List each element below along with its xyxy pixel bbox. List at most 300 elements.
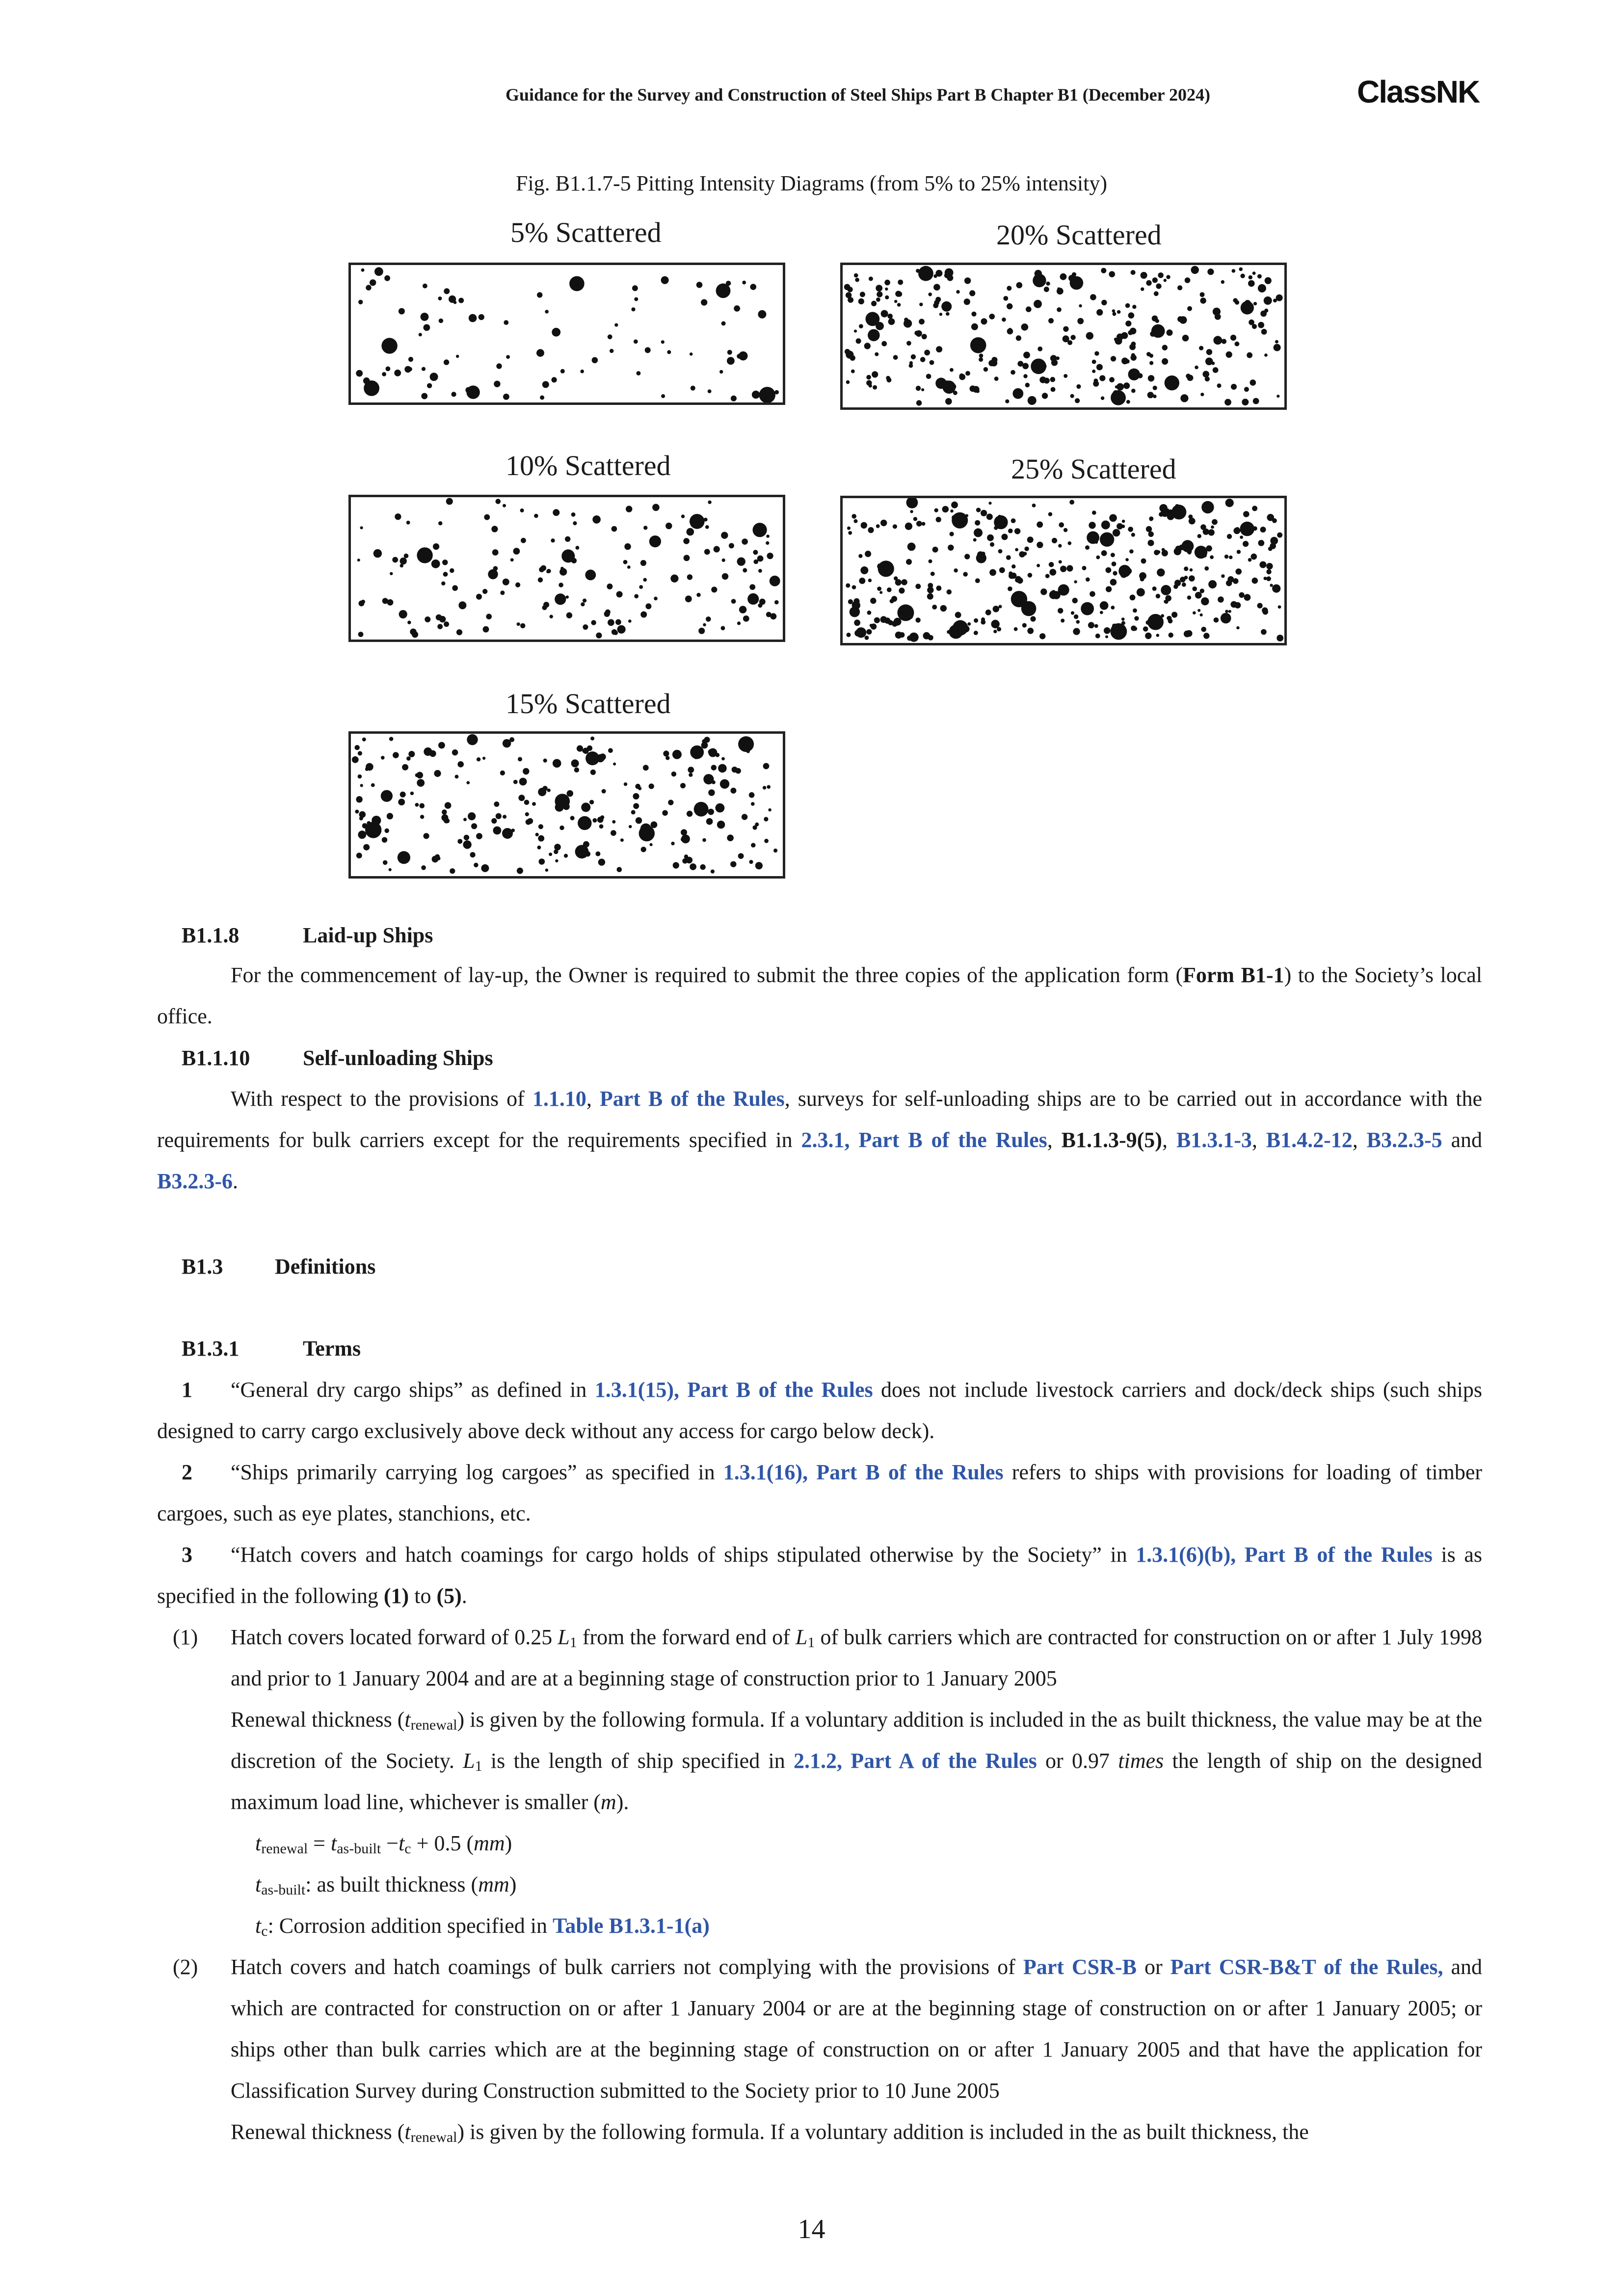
pit-dot	[476, 594, 482, 600]
pit-dot	[743, 615, 749, 622]
pit-dot	[721, 626, 725, 630]
pit-dot	[895, 579, 902, 586]
rule-link[interactable]: 2.1.2, Part A of the Rules	[793, 1749, 1037, 1773]
pit-dot	[612, 526, 617, 532]
pit-dot	[939, 313, 942, 316]
paragraph-3: 3 “Hatch covers and hatch coamings for cargo holds of ships stipulated otherwise by the Society” in 1.3.1(6)(b), Part B of the Rules is as specified in the following (1) to (5).	[157, 1543, 1482, 1608]
pit-dot	[738, 736, 754, 752]
pit-dot	[962, 625, 969, 632]
pit-dot	[1212, 519, 1218, 525]
pit-dot	[1200, 292, 1205, 297]
pit-dot	[1052, 591, 1061, 599]
panel-label-20: 20% Scattered	[996, 219, 1162, 251]
pit-dot	[595, 852, 600, 856]
pit-dot	[1197, 534, 1201, 538]
pit-dot	[1230, 601, 1237, 608]
pit-dot	[1201, 627, 1206, 632]
pit-dot	[1074, 614, 1078, 619]
pit-dot	[934, 508, 938, 512]
pit-dot	[643, 578, 647, 582]
pitting-diagram-20	[840, 263, 1287, 410]
pit-dot	[1025, 383, 1030, 387]
pit-dot	[560, 369, 565, 374]
pit-dot	[688, 767, 694, 773]
pit-dot	[743, 568, 747, 572]
pit-dot	[1192, 587, 1197, 591]
pit-dot	[754, 560, 759, 564]
pit-dot	[442, 809, 447, 815]
pit-dot	[545, 310, 549, 314]
pit-dot	[1156, 284, 1161, 289]
pit-dot	[552, 328, 560, 337]
pit-dot	[466, 386, 479, 399]
pit-dot	[410, 629, 416, 635]
pit-dot	[553, 759, 561, 768]
pit-dot	[1081, 602, 1094, 615]
pit-dot	[847, 527, 851, 530]
pit-dot	[361, 268, 365, 272]
pit-dot	[408, 367, 412, 372]
pit-dot	[1203, 554, 1207, 558]
pit-dot	[1100, 611, 1103, 614]
pit-dot	[430, 373, 438, 381]
pit-dot	[994, 515, 1008, 529]
pit-dot	[1007, 328, 1013, 335]
pit-dot	[1214, 617, 1219, 623]
pit-dot	[1134, 616, 1139, 620]
pit-dot	[973, 538, 977, 542]
pit-dot	[750, 284, 756, 290]
pit-dot	[1210, 555, 1214, 559]
pit-dot	[764, 839, 769, 843]
rule-link[interactable]: 1.3.1(15), Part B of the Rules	[594, 1378, 873, 1402]
pit-dot	[1064, 528, 1067, 532]
rule-link[interactable]: B3.2.3-6	[157, 1169, 233, 1193]
pit-dot	[399, 308, 405, 315]
pit-dot	[565, 536, 570, 542]
pit-dot	[570, 816, 575, 820]
pit-dot	[467, 734, 478, 745]
pit-dot	[1169, 633, 1173, 638]
pit-dot	[553, 509, 559, 516]
pit-dot	[742, 814, 747, 820]
pit-dot	[577, 745, 583, 751]
pit-dot	[1015, 576, 1021, 582]
pit-dot	[950, 368, 954, 372]
pit-dot	[720, 779, 729, 789]
renewal-formula: $t_{renewal} = t_{as-built} -t_c + 0.5$ (mm)	[255, 1831, 512, 1857]
pit-dot	[649, 783, 654, 789]
pit-dot	[493, 827, 502, 835]
paragraph-1: 1 “General dry cargo ships” as defined in 1.3.1(15), Part B of the Rules does not include livestock carriers and dock/deck ships (such ships designed to carry cargo exclusively above deck without any access for cargo below deck).	[157, 1378, 1482, 1443]
pit-dot	[438, 521, 442, 525]
pit-dot	[989, 569, 996, 576]
pit-dot	[638, 787, 641, 790]
pit-dot	[940, 605, 947, 612]
pit-dot	[590, 737, 594, 741]
pit-dot	[1125, 558, 1129, 561]
pitting-diagram-5	[348, 263, 785, 405]
pit-dot	[517, 622, 520, 626]
pit-dot	[1156, 634, 1160, 637]
pit-dot	[1185, 277, 1191, 283]
item-number: (2)	[173, 1955, 198, 1979]
pit-dot	[538, 577, 543, 582]
rule-link[interactable]: 1.3.1(16), Part B of the Rules	[723, 1460, 1004, 1484]
pit-dot	[1251, 554, 1257, 560]
pit-dot	[1261, 329, 1267, 335]
pit-dot	[703, 774, 714, 784]
pit-dot	[1095, 634, 1100, 639]
pit-dot	[1058, 608, 1063, 614]
pit-dot	[608, 619, 614, 626]
pit-dot	[1278, 605, 1281, 609]
pit-dot	[942, 506, 949, 513]
pit-dot	[758, 310, 766, 319]
pit-dot	[1148, 375, 1154, 381]
pit-dot	[864, 343, 871, 349]
pit-dot	[1225, 499, 1234, 507]
pit-dot	[1096, 364, 1103, 371]
pit-dot	[1265, 277, 1272, 284]
pit-dot	[773, 849, 777, 853]
pit-dot	[907, 636, 912, 641]
pit-dot	[1063, 326, 1068, 332]
pit-dot	[406, 521, 410, 525]
pit-dot	[640, 612, 647, 618]
pit-dot	[449, 295, 456, 303]
pit-dot	[452, 392, 456, 397]
pit-dot	[1249, 275, 1252, 279]
pit-dot	[521, 538, 526, 543]
pit-dot	[1258, 322, 1264, 328]
pit-dot	[1073, 628, 1080, 635]
pit-dot	[774, 600, 779, 605]
pit-dot	[1026, 306, 1032, 312]
rule-link[interactable]: B1.3.1-3	[1176, 1128, 1252, 1152]
pit-dot	[1226, 351, 1232, 358]
pit-dot	[959, 374, 965, 380]
pit-dot	[444, 288, 450, 294]
pit-dot	[734, 305, 740, 312]
pit-dot	[463, 840, 471, 849]
pit-dot	[1221, 613, 1231, 624]
page-number: 14	[798, 2214, 825, 2244]
pit-dot	[700, 864, 705, 870]
pit-dot	[854, 273, 858, 278]
pit-dot	[1103, 540, 1109, 546]
pit-dot	[894, 300, 897, 303]
pit-dot	[444, 621, 449, 627]
pit-dot	[400, 792, 406, 798]
pit-dot	[998, 549, 1003, 554]
pit-dot	[1275, 340, 1278, 344]
pit-dot	[616, 591, 623, 597]
pit-dot	[1075, 398, 1080, 403]
pit-dot	[422, 367, 426, 371]
pit-dot	[559, 826, 564, 830]
pit-dot	[408, 357, 413, 362]
pit-dot	[935, 378, 947, 389]
pit-dot	[1129, 549, 1134, 554]
rule-link[interactable]: 1.1.10	[532, 1087, 586, 1111]
pit-dot	[1152, 587, 1157, 591]
pit-dot	[598, 859, 605, 866]
pit-dot	[1113, 571, 1117, 575]
pit-dot	[1229, 556, 1233, 560]
pit-dot	[684, 555, 690, 561]
pit-dot	[708, 501, 711, 504]
pit-dot	[767, 553, 773, 559]
pit-dot	[1174, 548, 1181, 555]
pit-dot	[1109, 271, 1115, 277]
pit-dot	[1182, 540, 1194, 552]
pit-dot	[592, 515, 601, 524]
pit-dot	[481, 864, 489, 872]
pit-dot	[1266, 576, 1271, 581]
pit-dot	[763, 763, 770, 770]
pit-dot	[852, 585, 856, 589]
pit-dot	[936, 346, 942, 352]
pit-dot	[1074, 580, 1077, 583]
pit-dot	[1260, 527, 1266, 533]
pit-dot	[1213, 367, 1219, 373]
pit-dot	[431, 560, 440, 568]
pit-dot	[1063, 335, 1069, 342]
pit-dot	[1252, 324, 1257, 329]
pit-dot	[1002, 318, 1006, 322]
pit-dot	[1022, 363, 1029, 369]
pit-dot	[946, 312, 950, 316]
pit-dot	[474, 863, 478, 867]
pit-dot	[1106, 586, 1112, 592]
pit-dot	[1204, 566, 1209, 571]
pit-dot	[854, 519, 858, 523]
pit-dot	[633, 793, 639, 800]
pit-dot	[755, 862, 763, 869]
pit-dot	[963, 572, 968, 577]
pit-dot	[1125, 320, 1131, 326]
paragraph: With respect to the provisions of 1.1.10, Part B of the Rules, surveys for self-unloading ships are to be carried out in accordance with the requirements for bulk carriers except for the requirements specified in 2.3.1, Part B of the Rules, B1.1.3-9(5), B1.3.1-3, B1.4.2-12, B3.2.3-5 and B3.2.3-6.	[157, 1087, 1483, 1193]
pit-dot	[846, 380, 850, 384]
pit-dot	[1058, 544, 1062, 547]
pit-dot	[867, 611, 872, 615]
table-link[interactable]: Table B1.3.1-1(a)	[553, 1914, 710, 1938]
pit-dot	[1076, 620, 1080, 624]
rule-link[interactable]: Part B of the Rules	[599, 1087, 785, 1111]
rule-link[interactable]: B3.2.3-5	[1366, 1128, 1442, 1152]
pit-dot	[899, 632, 905, 638]
pit-dot	[916, 386, 921, 391]
rule-link[interactable]: B1.4.2-12	[1266, 1128, 1353, 1152]
pit-dot	[610, 349, 613, 353]
pit-dot	[1248, 558, 1252, 562]
pit-dot	[1207, 268, 1214, 275]
pit-dot	[690, 352, 693, 356]
pit-dot	[363, 377, 370, 384]
rule-link[interactable]: 1.3.1(6)(b), Part B of the Rules	[1136, 1543, 1433, 1567]
pitting-diagram-10	[348, 495, 785, 642]
pit-dot	[1019, 551, 1025, 558]
pit-dot	[1240, 535, 1243, 539]
pit-dot	[434, 770, 441, 777]
pit-dot	[1094, 378, 1098, 383]
pit-dot	[1079, 304, 1082, 307]
pit-dot	[764, 817, 768, 821]
pit-dot	[500, 590, 505, 595]
pit-dot	[1105, 635, 1108, 638]
pit-dot	[650, 843, 653, 846]
pit-dot	[1224, 399, 1231, 406]
pit-dot	[1215, 314, 1221, 320]
pit-dot	[1003, 296, 1008, 301]
pit-dot	[381, 790, 393, 802]
pit-dot	[930, 360, 934, 365]
pit-dot	[848, 531, 852, 535]
pit-dot	[1109, 377, 1115, 382]
pit-dot	[683, 538, 690, 544]
pit-dot	[1191, 266, 1199, 274]
pit-dot	[1046, 282, 1050, 286]
pit-dot	[970, 337, 986, 353]
pit-dot	[1068, 541, 1072, 545]
pit-dot	[458, 601, 466, 609]
pit-dot	[1038, 347, 1042, 351]
pit-dot	[887, 314, 893, 319]
pit-dot	[421, 313, 429, 321]
pit-dot	[612, 820, 615, 824]
pit-dot	[770, 576, 780, 587]
pit-dot	[727, 357, 735, 365]
pit-dot	[950, 532, 954, 536]
pit-dot	[417, 547, 432, 563]
pit-dot	[629, 825, 632, 828]
pit-dot	[360, 526, 363, 529]
pit-dot	[355, 745, 360, 750]
pit-dot	[1242, 399, 1249, 405]
pit-dot	[1014, 627, 1018, 631]
pit-dot	[361, 600, 365, 604]
pit-dot	[1082, 566, 1087, 570]
pitting-diagram-25	[840, 496, 1287, 645]
pit-dot	[1165, 595, 1171, 602]
pit-dot	[1090, 591, 1095, 597]
pit-dot	[1227, 534, 1232, 539]
rule-link[interactable]: Part CSR-B&T of the Rules,	[1170, 1955, 1443, 1979]
pit-dot	[608, 334, 612, 339]
pit-dot	[358, 751, 362, 755]
pit-dot	[906, 559, 912, 565]
pit-dot	[384, 275, 390, 281]
pit-dot	[1039, 376, 1046, 383]
pit-dot	[899, 587, 905, 593]
pit-dot	[721, 532, 728, 539]
rule-link[interactable]: Part CSR-B	[1023, 1955, 1137, 1979]
pit-dot	[645, 347, 651, 353]
pit-dot	[581, 602, 585, 606]
pit-dot	[1100, 601, 1109, 610]
pit-dot	[1001, 534, 1008, 540]
pit-dot	[424, 833, 429, 839]
pit-dot	[976, 507, 981, 512]
pit-dot	[1066, 565, 1073, 571]
pit-dot	[1049, 569, 1056, 576]
pit-dot	[920, 357, 926, 362]
pit-dot	[356, 796, 362, 802]
pit-dot	[518, 795, 525, 801]
rule-link[interactable]: 2.3.1, Part B of the Rules	[801, 1128, 1047, 1152]
pit-dot	[1235, 527, 1239, 531]
pit-dot	[1147, 392, 1154, 398]
pit-dot	[1148, 532, 1154, 537]
pit-dot	[592, 357, 598, 364]
pit-dot	[534, 514, 538, 518]
pit-dot	[1146, 526, 1152, 532]
pit-dot	[382, 372, 386, 376]
pit-dot	[949, 625, 963, 639]
pit-dot	[1225, 610, 1228, 613]
pit-dot	[1032, 504, 1036, 507]
pit-dot	[400, 558, 407, 564]
pit-dot	[443, 572, 448, 577]
formula-definition: $t_{as-built}$: as built thickness (mm)	[255, 1872, 517, 1898]
pit-dot	[437, 624, 443, 629]
pit-dot	[847, 633, 851, 637]
pit-dot	[1226, 580, 1232, 586]
pit-dot	[916, 521, 922, 527]
pit-dot	[1101, 521, 1110, 530]
pit-dot	[1111, 606, 1115, 610]
pit-dot	[1237, 550, 1241, 554]
pit-dot	[965, 371, 970, 376]
pit-dot	[636, 817, 642, 824]
pit-dot	[1259, 561, 1266, 568]
pit-dot	[515, 583, 520, 587]
pit-dot	[767, 785, 771, 789]
pit-dot	[608, 748, 613, 753]
pit-dot	[1061, 619, 1064, 623]
pit-dot	[1211, 526, 1214, 529]
pit-dot	[627, 565, 631, 569]
pit-dot	[1123, 382, 1130, 389]
pit-dot	[921, 388, 924, 391]
pit-dot	[751, 802, 755, 806]
pit-dot	[1233, 298, 1237, 302]
pit-dot	[850, 355, 855, 361]
pit-dot	[1012, 388, 1023, 399]
pit-dot	[907, 543, 916, 551]
pit-dot	[358, 774, 362, 779]
pit-dot	[731, 396, 737, 401]
pit-dot	[884, 280, 890, 286]
pitting-dots	[351, 265, 783, 402]
pit-dot	[456, 629, 462, 635]
pit-dot	[493, 566, 498, 571]
pit-dot	[752, 391, 760, 399]
pit-dot	[1182, 335, 1189, 342]
pit-dot	[1258, 540, 1264, 546]
pit-dot	[854, 330, 857, 333]
pit-dot	[663, 750, 669, 756]
section-title: Definitions	[275, 1255, 376, 1279]
pit-dot	[701, 299, 707, 306]
pit-dot	[1245, 300, 1251, 306]
pit-dot	[581, 802, 590, 812]
pit-dot	[667, 350, 671, 354]
pit-dot	[359, 817, 363, 821]
pit-dot	[423, 284, 427, 289]
pit-dot	[1264, 296, 1272, 305]
